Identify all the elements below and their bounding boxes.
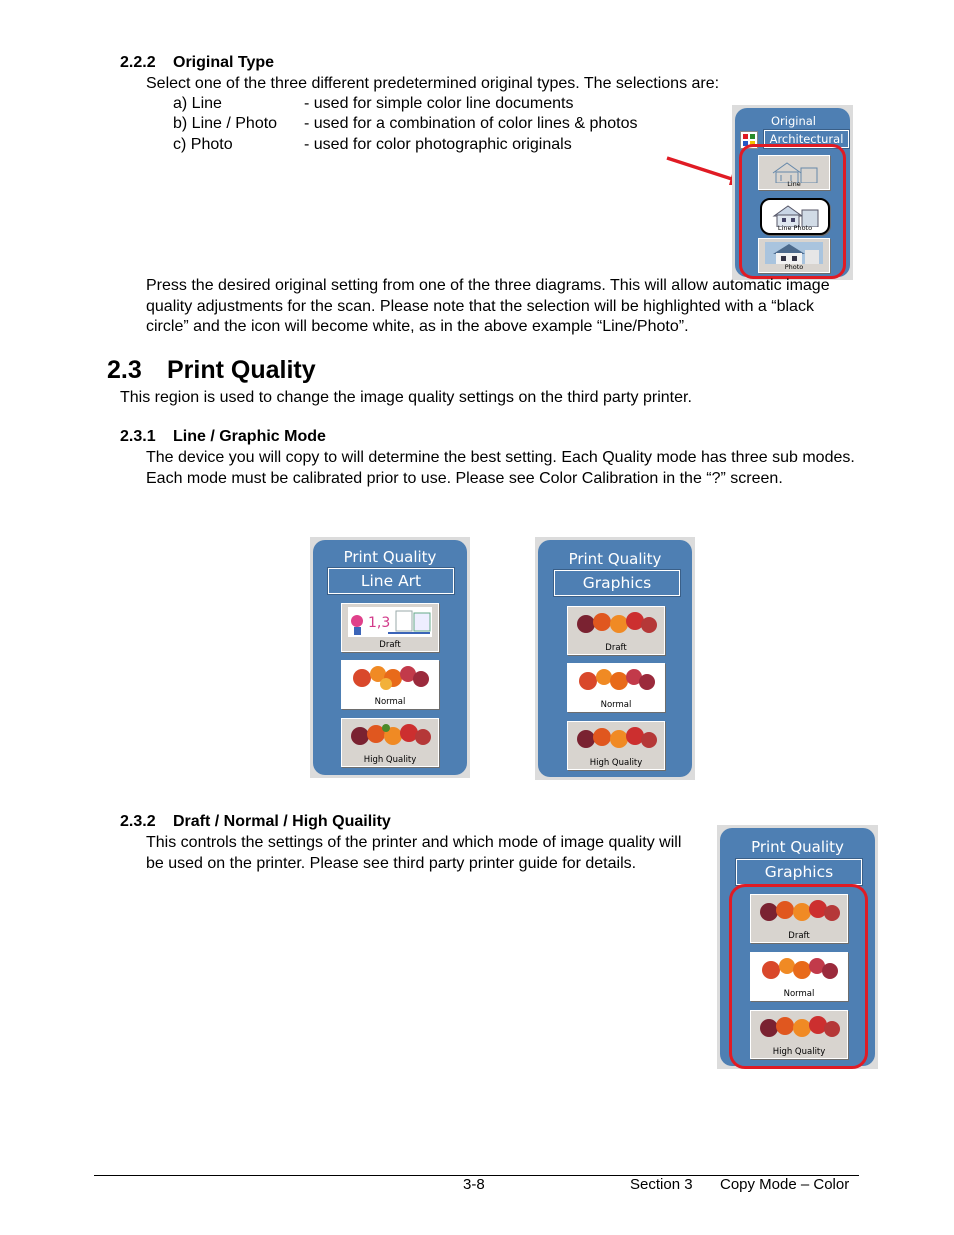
line-graphic-mode-body: The device you will copy to will determine the best setting. Each Quality mode has three sub modes. Each mode must be calibrated prior to use. Please see Color Calibration in the “?” screen. xyxy=(146,449,855,487)
pq-line-option-high-quality[interactable] xyxy=(341,718,439,767)
original-mode-button[interactable]: Architectural xyxy=(764,130,849,148)
pq-graphics2-option-draft-label: Draft xyxy=(788,931,810,941)
pq-graphics2-option-high-quality-label: High Quality xyxy=(772,1047,826,1057)
original-panel-title: Original xyxy=(770,114,816,128)
original-type-intro: Select one of the three different predetermined original types. The selections are: xyxy=(146,75,720,92)
pq-graphics2-mode-button[interactable]: Graphics xyxy=(736,859,862,885)
pq-line-option-draft-label: Draft xyxy=(379,640,401,650)
fruit-thumbnail-icon xyxy=(574,725,658,751)
option-line-desc: - used for simple color line documents xyxy=(304,95,574,112)
section-number: 2.2.2 xyxy=(120,54,156,71)
highlight-ring xyxy=(729,884,868,1069)
pq-graphics-option-high-quality-label: High Quality xyxy=(589,758,643,768)
original-option-line-label: Line xyxy=(787,180,801,188)
option-photo-desc: - used for color photographic originals xyxy=(304,136,572,153)
pq-graphics2-option-normal-label: Normal xyxy=(783,989,815,999)
original-panel xyxy=(732,105,853,280)
section-number: 2.3.2 xyxy=(120,813,156,830)
heading-original-type xyxy=(120,54,274,72)
fruit-thumbnail-icon xyxy=(574,610,658,636)
heading-line-graphic-mode xyxy=(120,428,326,446)
print-quality-line-art-panel xyxy=(310,537,470,778)
highlight-ring xyxy=(739,144,846,279)
draft-normal-high-body: This controls the settings of the printer and which mode of image quality will be used on the printer. Please see third party printer guide for details. xyxy=(146,834,682,872)
original-type-body: Press the desired original setting from one of the three diagrams. This will allow automatic image quality adjustments for the scan. Please note that the selection will be highlighted with a “black circle” and the icon will become white, as in the above example “Line/Photo”. xyxy=(146,277,830,335)
section-title: Line / Graphic Mode xyxy=(173,428,326,445)
section-title: Original Type xyxy=(173,54,275,71)
pq-graphics-option-normal[interactable] xyxy=(567,663,665,712)
print-quality-intro: This region is used to change the image quality settings on the third party printer. xyxy=(120,389,692,406)
pq-graphics-mode-button[interactable]: Graphics xyxy=(554,570,680,596)
pq-line-mode-button[interactable]: Line Art xyxy=(328,568,454,594)
pq-graphics-option-draft[interactable] xyxy=(567,606,665,655)
pq-line-option-normal[interactable] xyxy=(341,660,439,709)
pq-line-option-high-quality-label: High Quality xyxy=(363,755,417,765)
fruit-thumbnail-icon xyxy=(348,722,432,748)
pq-line-title: Print Quality xyxy=(343,548,437,566)
section-title: Draft / Normal / High Quaility xyxy=(173,813,391,830)
pq-line-option-draft[interactable] xyxy=(341,603,439,652)
fruit-thumbnail-icon xyxy=(574,667,658,693)
pq-graphics-option-draft-label: Draft xyxy=(605,643,627,653)
original-option-line-photo-label: Line Photo xyxy=(777,224,813,232)
heading-draft-normal-high xyxy=(120,813,391,831)
pq-graphics-title: Print Quality xyxy=(568,550,662,568)
footer-section: Section 3 xyxy=(630,1176,693,1193)
svg-text:1,3: 1,3 xyxy=(368,615,391,631)
pq-graphics-option-normal-label: Normal xyxy=(600,700,632,710)
fruit-thumbnail-icon xyxy=(348,664,432,690)
pq-graphics2-title: Print Quality xyxy=(751,838,844,856)
line-art-thumbnail-icon xyxy=(348,607,432,637)
option-linephoto-desc: - used for a combination of color lines & photos xyxy=(304,115,638,132)
footer-chapter: Copy Mode – Color xyxy=(720,1176,850,1193)
option-linephoto-key: b) Line / Photo xyxy=(173,115,278,132)
pq-graphics-option-high-quality[interactable] xyxy=(567,721,665,770)
print-quality-graphics-highlight-panel xyxy=(717,825,878,1069)
pq-line-option-normal-label: Normal xyxy=(374,697,406,707)
option-line-key: a) Line xyxy=(173,95,222,112)
option-photo-key: c) Photo xyxy=(173,136,233,153)
section-number: 2.3.1 xyxy=(120,428,156,445)
heading-print-quality xyxy=(107,356,316,385)
footer-page-number: 3-8 xyxy=(463,1176,485,1193)
section-title: Print Quality xyxy=(167,356,316,384)
section-number: 2.3 xyxy=(107,356,142,384)
print-quality-graphics-panel xyxy=(535,537,695,780)
original-option-photo-label: Photo xyxy=(784,263,804,271)
